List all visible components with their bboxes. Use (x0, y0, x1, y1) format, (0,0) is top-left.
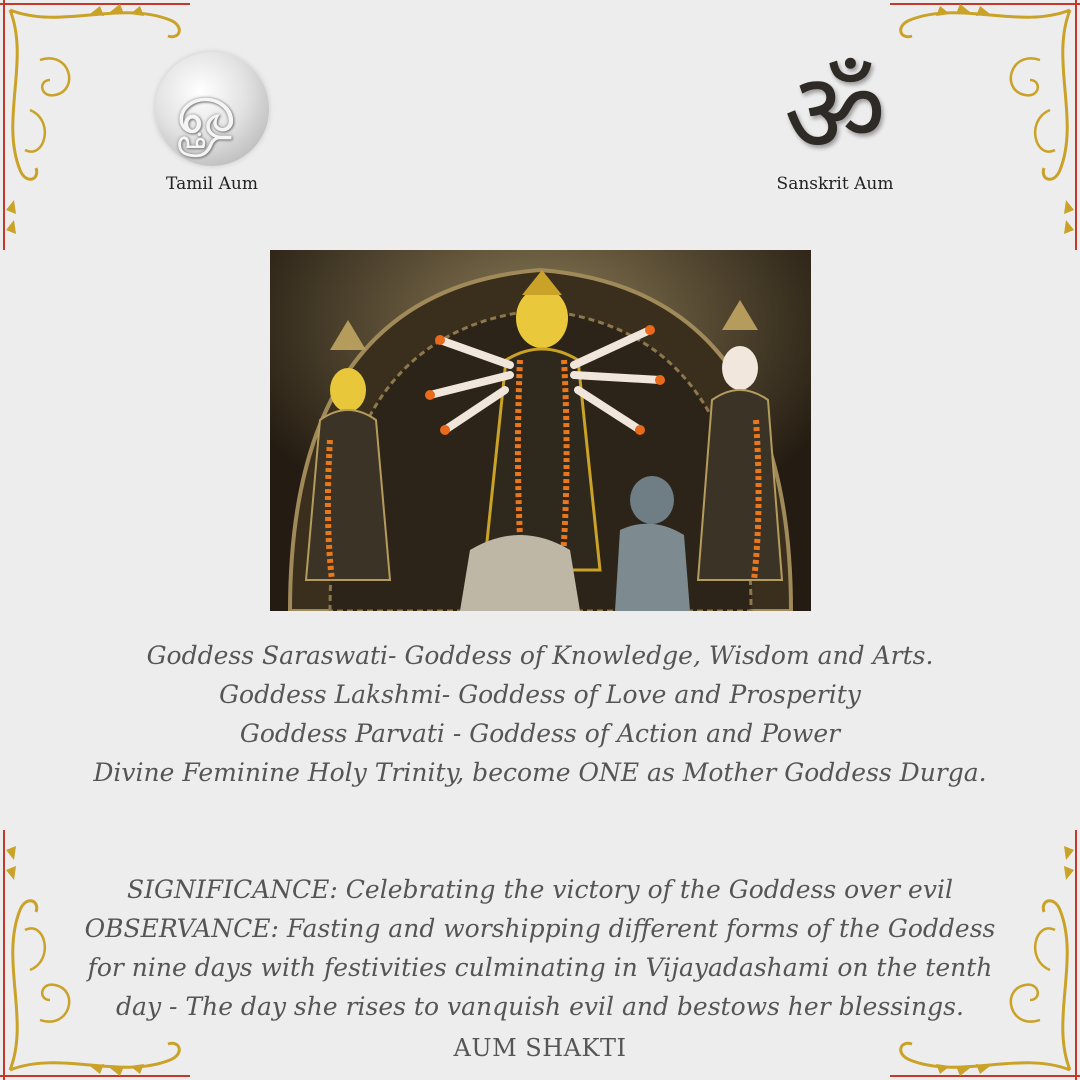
observance-line: for nine days with festivities culminating in Vijayadashami on the tenth (87, 953, 993, 982)
sanskrit-aum-emblem (760, 49, 910, 194)
goddess-line: Goddess Lakshmi- Goddess of Love and Prosperity (219, 680, 861, 709)
observance-line: SIGNIFICANCE: Celebrating the victory of the Goddess over evil (127, 875, 953, 904)
significance-observance-text (0, 870, 1080, 1026)
sanskrit-om-icon: ॐ (783, 49, 887, 179)
goddess-line: Divine Feminine Holy Trinity, become ONE as Mother Goddess Durga. (93, 758, 987, 787)
sanskrit-aum-caption: Sanskrit Aum (776, 174, 894, 194)
floral-scroll-icon (880, 0, 1080, 260)
tamil-aum-icon (155, 52, 269, 166)
tamil-aum-emblem (150, 52, 274, 194)
tamil-aum-caption: Tamil Aum (166, 174, 258, 194)
corner-ornament-top-right (880, 0, 1080, 260)
observance-line: OBSERVANCE: Fasting and worshipping different forms of the Goddess (84, 914, 996, 943)
observance-line: day - The day she rises to vanquish evil and bestows her blessings. (116, 992, 964, 1021)
goddess-line: Goddess Saraswati- Goddess of Knowledge, Wisdom and Arts. (146, 641, 934, 670)
durga-idol-photo (270, 250, 811, 611)
goddess-description (0, 636, 1080, 792)
goddess-line: Goddess Parvati - Goddess of Action and Power (239, 719, 841, 748)
footer-title: AUM SHAKTI (453, 1034, 627, 1062)
tamil-aum-glyph: ௐ (176, 67, 248, 151)
durga-idol-image (270, 250, 811, 611)
